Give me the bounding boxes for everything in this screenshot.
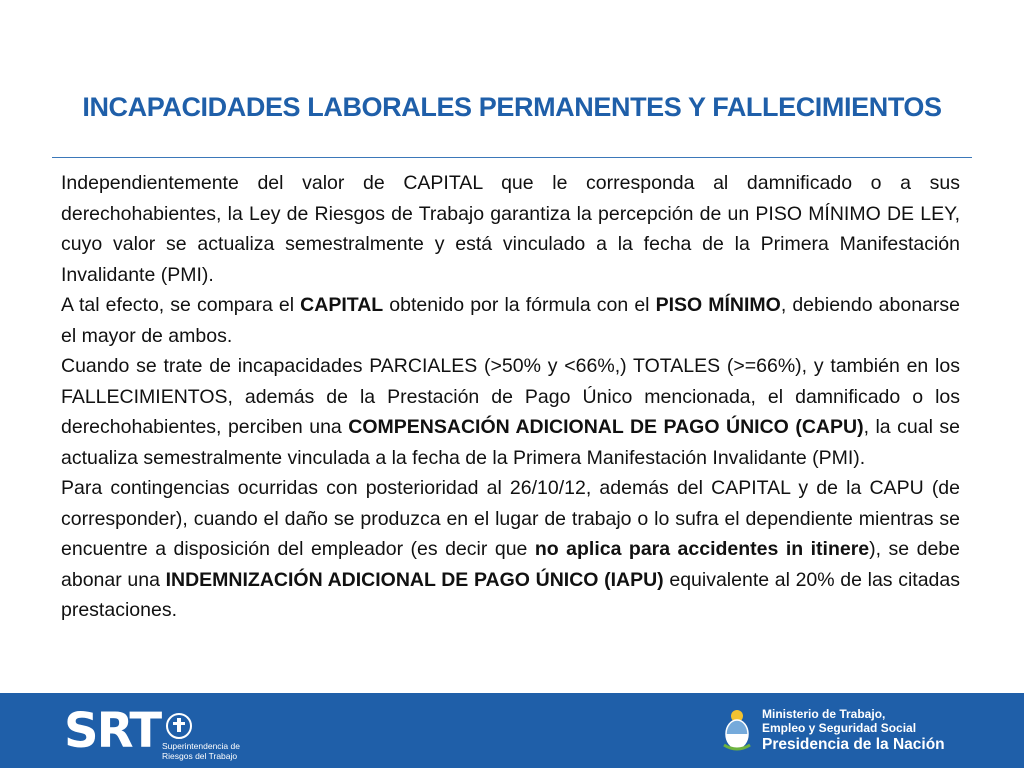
bold-text: PISO MÍNIMO [655, 294, 781, 316]
slide-title: INCAPACIDADES LABORALES PERMANENTES Y FALLECIMIENTOS [82, 92, 942, 122]
government-text [762, 707, 945, 754]
paragraph-3 [61, 351, 960, 473]
bold-text: CAPITAL [300, 294, 384, 316]
paragraph-1 [61, 168, 960, 290]
bold-text: INDEMNIZACIÓN ADICIONAL DE PAGO ÚNICO (IAPU) [165, 568, 664, 591]
body-text: equivalente al 20% de las citadas prestaciones. [61, 568, 960, 621]
body-text: A tal efecto, se compara el [61, 294, 301, 316]
gov-line-2: Empleo y Seguridad Social [762, 721, 917, 735]
body-text: obtenido por la fórmula con el [383, 294, 656, 316]
bold-text: no aplica para accidentes in itinere [534, 538, 870, 560]
government-logo [720, 703, 1000, 759]
srt-subtitle-line-1: Superintendencia de [162, 741, 240, 751]
body-text: ), se debe abonar una [61, 538, 960, 591]
cross-emblem-icon [166, 713, 192, 739]
body-text: , la cual se actualiza semestralmente vinculada a la fecha de la Primera Manifestación Invalidante (PMI). [61, 416, 961, 469]
coat-of-arms-icon [720, 707, 754, 751]
title-divider [52, 157, 972, 158]
footer-bar [0, 693, 1024, 768]
body-text: , debiendo abonarse el mayor de ambos. [61, 294, 960, 347]
paragraph-4 [61, 473, 960, 626]
slide-body [61, 168, 960, 626]
srt-subtitle [162, 741, 282, 761]
body-text: Cuando se trate de incapacidades PARCIALES (>50% y <66%,) TOTALES (>=66%), y también en los FALLECIMIENTOS, además de la Prestación de Pago Único mencionada, el damnificado o los derechohabientes, perciben una [61, 355, 960, 438]
paragraph-2 [61, 290, 960, 351]
gov-line-3: Presidencia de la Nación [762, 736, 945, 753]
bold-text: COMPENSACIÓN ADICIONAL DE PAGO ÚNICO (CAPU) [348, 416, 864, 438]
body-text: Independientemente del valor de CAPITAL que le corresponda al damnificado o a sus derechohabientes, la Ley de Riesgos de Trabajo garantiza la percepción de un PISO MÍNIMO DE LEY, cuyo valor se actualiza semestralmente y está vinculado a la fecha de la Primera Manifestación Invalidante (PMI). [61, 172, 960, 286]
gov-line-1: Ministerio de Trabajo, [762, 707, 886, 721]
srt-subtitle-line-2: Riesgos del Trabajo [162, 751, 238, 761]
srt-logo-text: SRT [64, 703, 161, 759]
body-text: Para contingencias ocurridas con posterioridad al 26/10/12, además del CAPITAL y de la CAPU (de corresponder), cuando el daño se produzca en el lugar de trabajo o lo sufra el dependiente mientras se encuentre a disposición del empleador (es decir que [61, 477, 960, 560]
